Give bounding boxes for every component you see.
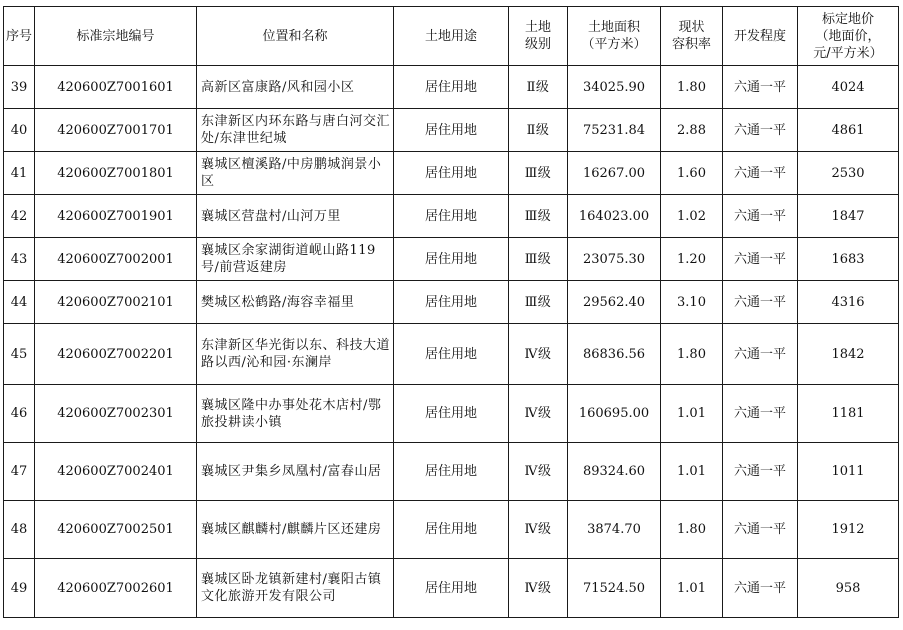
header-code: 标准宗地编号 [35, 7, 197, 66]
cell-use: 居住用地 [394, 501, 509, 559]
cell-location: 襄城区隆中办事处花木店村/鄂旅投耕读小镇 [197, 385, 394, 443]
header-area-line2: （平方米） [581, 37, 647, 52]
cell-use: 居住用地 [394, 238, 509, 281]
cell-grade: Ⅲ级 [509, 281, 568, 324]
cell-grade: Ⅱ级 [509, 66, 568, 109]
cell-price: 958 [798, 559, 899, 618]
header-use: 土地用途 [394, 7, 509, 66]
cell-seq: 48 [4, 501, 35, 559]
cell-location: 东津新区华光街以东、科技大道路以西/沁和园·东澜岸 [197, 324, 394, 385]
header-dev: 开发程度 [723, 7, 798, 66]
cell-dev: 六通一平 [723, 66, 798, 109]
table-row [4, 281, 899, 324]
cell-use: 居住用地 [394, 281, 509, 324]
header-ratio-line1: 现状 [678, 20, 705, 35]
cell-grade: Ⅳ级 [509, 443, 568, 501]
cell-area: 86836.56 [568, 324, 661, 385]
cell-price: 2530 [798, 152, 899, 195]
cell-price: 1181 [798, 385, 899, 443]
cell-price: 1842 [798, 324, 899, 385]
cell-location: 襄城区营盘村/山河万里 [197, 195, 394, 238]
table-row [4, 385, 899, 443]
cell-price: 1683 [798, 238, 899, 281]
table-row [4, 152, 899, 195]
cell-price: 4024 [798, 66, 899, 109]
table-row [4, 109, 899, 152]
cell-area: 160695.00 [568, 385, 661, 443]
cell-use: 居住用地 [394, 324, 509, 385]
cell-use: 居住用地 [394, 152, 509, 195]
cell-use: 居住用地 [394, 66, 509, 109]
table-row [4, 443, 899, 501]
cell-ratio: 2.88 [661, 109, 723, 152]
cell-ratio: 1.80 [661, 501, 723, 559]
header-price [798, 7, 899, 66]
cell-dev: 六通一平 [723, 152, 798, 195]
cell-location: 襄城区檀溪路/中房鹏城润景小区 [197, 152, 394, 195]
header-area [568, 7, 661, 66]
cell-area: 3874.70 [568, 501, 661, 559]
cell-area: 75231.84 [568, 109, 661, 152]
cell-grade: Ⅳ级 [509, 324, 568, 385]
cell-code: 420600Z7002501 [35, 501, 197, 559]
cell-seq: 42 [4, 195, 35, 238]
cell-code: 420600Z7001801 [35, 152, 197, 195]
cell-use: 居住用地 [394, 559, 509, 618]
header-ratio-line2: 容积率 [671, 37, 711, 52]
cell-price: 1912 [798, 501, 899, 559]
cell-area: 16267.00 [568, 152, 661, 195]
cell-use: 居住用地 [394, 195, 509, 238]
cell-code: 420600Z7001701 [35, 109, 197, 152]
cell-dev: 六通一平 [723, 281, 798, 324]
cell-dev: 六通一平 [723, 109, 798, 152]
cell-location: 襄城区尹集乡凤凰村/富春山居 [197, 443, 394, 501]
cell-price: 1847 [798, 195, 899, 238]
cell-ratio: 1.20 [661, 238, 723, 281]
table-row [4, 238, 899, 281]
cell-code: 420600Z7001601 [35, 66, 197, 109]
cell-area: 164023.00 [568, 195, 661, 238]
header-price-line2: （地面价， [815, 28, 881, 44]
cell-grade: Ⅱ级 [509, 109, 568, 152]
header-grade [509, 7, 568, 66]
cell-price: 4861 [798, 109, 899, 152]
cell-dev: 六通一平 [723, 238, 798, 281]
header-seq: 序号 [4, 7, 35, 66]
cell-area: 34025.90 [568, 66, 661, 109]
cell-ratio: 1.80 [661, 66, 723, 109]
table-row [4, 195, 899, 238]
cell-code: 420600Z7001901 [35, 195, 197, 238]
cell-location: 襄城区卧龙镇新建村/襄阳古镇文化旅游开发有限公司 [197, 559, 394, 618]
cell-grade: Ⅳ级 [509, 559, 568, 618]
cell-grade: Ⅲ级 [509, 152, 568, 195]
cell-area: 89324.60 [568, 443, 661, 501]
cell-price: 1011 [798, 443, 899, 501]
cell-seq: 40 [4, 109, 35, 152]
cell-seq: 41 [4, 152, 35, 195]
header-location: 位置和名称 [197, 7, 394, 66]
cell-code: 420600Z7002101 [35, 281, 197, 324]
cell-seq: 44 [4, 281, 35, 324]
header-ratio [661, 7, 723, 66]
cell-code: 420600Z7002601 [35, 559, 197, 618]
table-row [4, 324, 899, 385]
cell-location: 东津新区内环东路与唐白河交汇处/东津世纪城 [197, 109, 394, 152]
cell-location: 襄城区余家湖街道岘山路119号/前营返建房 [197, 238, 394, 281]
cell-seq: 45 [4, 324, 35, 385]
cell-code: 420600Z7002201 [35, 324, 197, 385]
cell-location: 襄城区麒麟村/麒麟片区还建房 [197, 501, 394, 559]
cell-ratio: 1.01 [661, 443, 723, 501]
cell-ratio: 1.01 [661, 385, 723, 443]
cell-dev: 六通一平 [723, 195, 798, 238]
cell-ratio: 3.10 [661, 281, 723, 324]
table-row [4, 501, 899, 559]
cell-grade: Ⅳ级 [509, 385, 568, 443]
cell-dev: 六通一平 [723, 559, 798, 618]
header-price-line3: 元/平方米） [813, 45, 883, 61]
cell-grade: Ⅲ级 [509, 238, 568, 281]
cell-code: 420600Z7002301 [35, 385, 197, 443]
cell-dev: 六通一平 [723, 443, 798, 501]
cell-area: 23075.30 [568, 238, 661, 281]
cell-dev: 六通一平 [723, 385, 798, 443]
cell-dev: 六通一平 [723, 501, 798, 559]
table-body [4, 66, 899, 618]
cell-seq: 39 [4, 66, 35, 109]
cell-area: 29562.40 [568, 281, 661, 324]
cell-seq: 43 [4, 238, 35, 281]
cell-use: 居住用地 [394, 385, 509, 443]
header-price-line1: 标定地价 [821, 11, 874, 27]
cell-price: 4316 [798, 281, 899, 324]
cell-code: 420600Z7002001 [35, 238, 197, 281]
cell-seq: 49 [4, 559, 35, 618]
table-row [4, 559, 899, 618]
table-row [4, 66, 899, 109]
cell-ratio: 1.80 [661, 324, 723, 385]
land-price-table [3, 6, 899, 618]
cell-use: 居住用地 [394, 443, 509, 501]
table-header [4, 7, 899, 66]
cell-ratio: 1.60 [661, 152, 723, 195]
cell-ratio: 1.02 [661, 195, 723, 238]
cell-ratio: 1.01 [661, 559, 723, 618]
cell-seq: 47 [4, 443, 35, 501]
cell-use: 居住用地 [394, 109, 509, 152]
cell-seq: 46 [4, 385, 35, 443]
cell-dev: 六通一平 [723, 324, 798, 385]
cell-location: 樊城区松鹤路/海容幸福里 [197, 281, 394, 324]
cell-location: 高新区富康路/风和园小区 [197, 66, 394, 109]
cell-area: 71524.50 [568, 559, 661, 618]
header-grade-line2: 级别 [524, 37, 551, 52]
cell-grade: Ⅳ级 [509, 501, 568, 559]
header-area-line1: 土地面积 [587, 20, 640, 35]
header-grade-line1: 土地 [524, 20, 551, 35]
header-row [4, 7, 899, 66]
cell-code: 420600Z7002401 [35, 443, 197, 501]
cell-grade: Ⅲ级 [509, 195, 568, 238]
